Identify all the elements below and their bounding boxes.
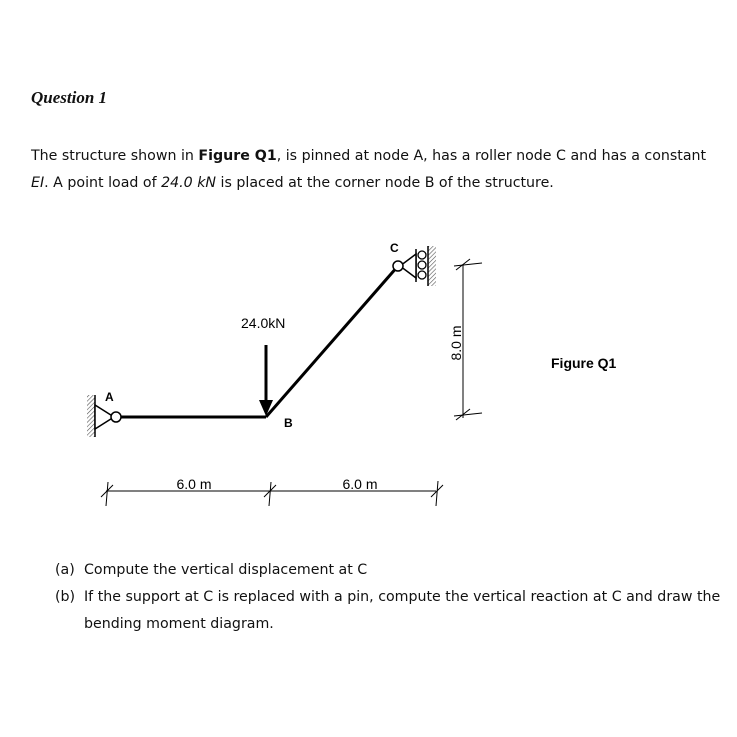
node-label-c: C <box>390 241 399 255</box>
statement-text-2: , is pinned at node A, has a roller node C and has a constant <box>276 148 707 164</box>
node-label-b: B <box>284 416 293 430</box>
statement-load-value: 24.0 kN <box>161 175 217 191</box>
roller-support-c <box>393 246 436 286</box>
dim-label-h1: 6.0 m <box>176 476 212 492</box>
load-label: 24.0kN <box>241 315 286 331</box>
dim-label-vertical: 8.0 m <box>448 325 464 361</box>
part-b <box>55 584 725 638</box>
member-bc <box>266 266 398 417</box>
dim-label-h2: 6.0 m <box>342 476 378 492</box>
statement-figure-ref: Figure Q1 <box>198 148 277 164</box>
horizontal-dimension <box>101 481 443 506</box>
statement-text-3: . A point load of <box>44 175 162 191</box>
part-a <box>55 557 725 584</box>
part-a-label: (a) <box>55 562 75 578</box>
pin-support-a <box>87 395 121 437</box>
statement-text-4: is placed at the corner node B of the structure. <box>216 175 554 191</box>
part-b-text: If the support at C is replaced with a pin, compute the vertical reaction at C and draw the bending moment diagram. <box>84 589 721 632</box>
question-parts <box>55 557 725 638</box>
statement-ei: EI <box>31 175 45 191</box>
figure-q1 <box>0 230 737 530</box>
part-a-text: Compute the vertical displacement at C <box>84 562 368 578</box>
question-title: Question 1 <box>31 88 108 107</box>
part-b-label: (b) <box>55 589 76 605</box>
load-arrow <box>259 345 273 416</box>
question-statement <box>31 143 721 197</box>
node-label-a: A <box>105 390 114 404</box>
statement-text-1: The structure shown in <box>31 148 199 164</box>
figure-caption: Figure Q1 <box>551 355 617 371</box>
